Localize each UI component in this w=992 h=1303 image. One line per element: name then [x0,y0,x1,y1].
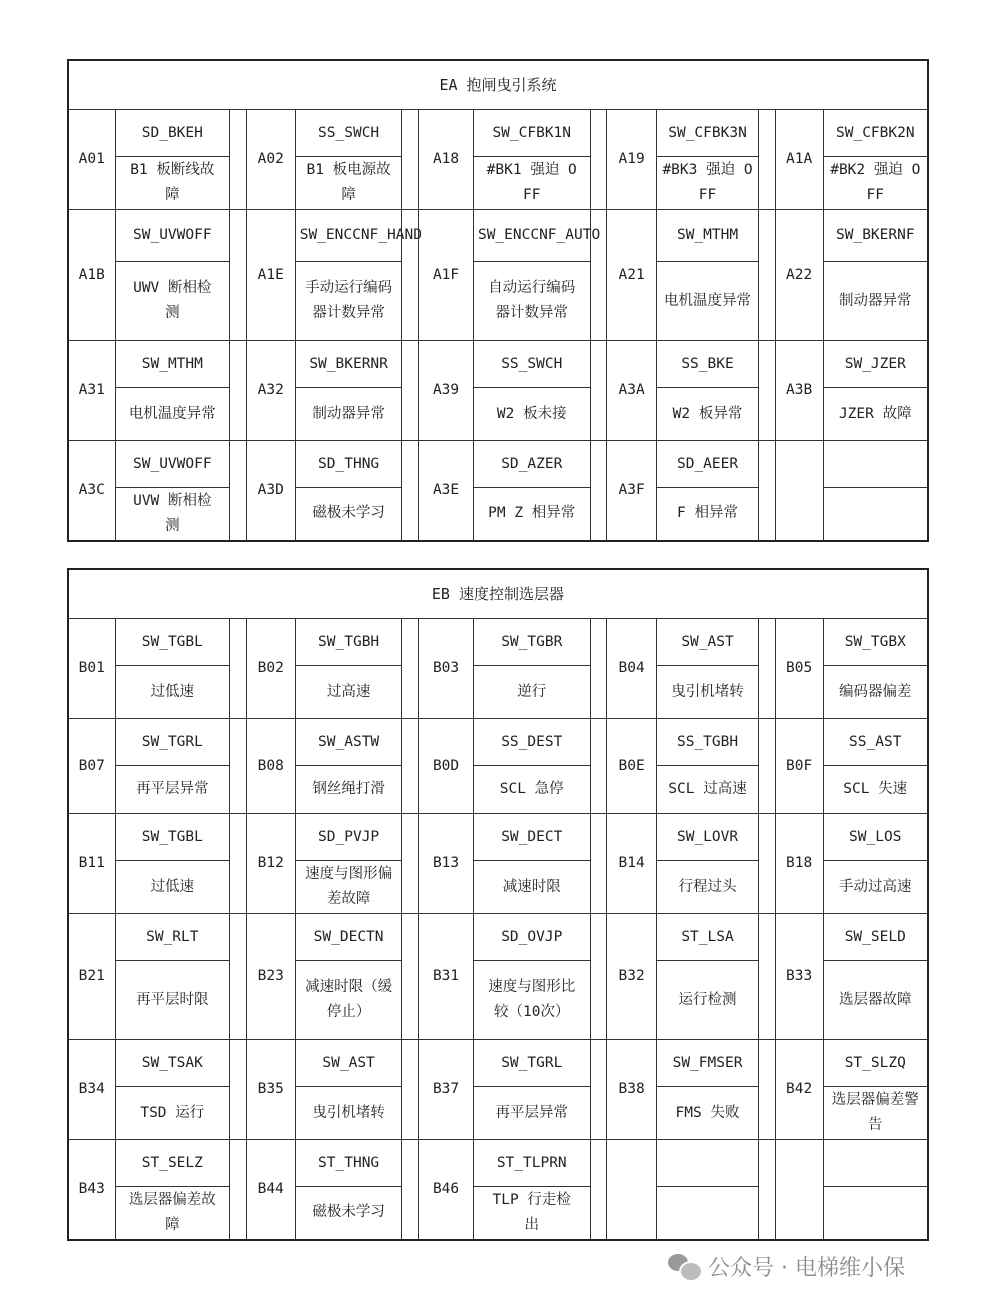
column-spacer [230,619,247,719]
signal-name: SW_TGBL [115,814,230,861]
fault-code: A02 [246,110,295,210]
fault-description: 逆行 [473,666,590,719]
fault-description: 电机温度异常 [657,262,759,341]
fault-description: SCL 过高速 [657,766,759,814]
fault-description: 自动运行编码器计数异常 [473,262,590,341]
fault-description: W2 板未接 [473,388,590,441]
fault-description: 再平层时限 [115,961,230,1040]
signal-name: SW_LOS [823,814,928,861]
signal-name: ST_SELZ [115,1140,230,1187]
fault-description: UWV 断相检测 [115,262,230,341]
signal-name [657,1140,759,1187]
signal-name: ST_TLPRN [473,1140,590,1187]
column-spacer [402,914,419,1040]
column-spacer [590,1040,607,1140]
signal-name: SW_TGBX [823,619,928,666]
signal-name: SW_ASTW [295,719,402,766]
column-spacer [590,341,607,441]
signal-name: SW_TGBH [295,619,402,666]
fault-code: B08 [246,719,295,814]
fault-description: 过高速 [295,666,402,719]
fault-description: #BK2 强迫 OFF [823,157,928,210]
signal-name: SW_SELD [823,914,928,961]
fault-description: TSD 运行 [115,1087,230,1140]
fault-description: 磁极未学习 [295,488,402,541]
column-spacer [230,110,247,210]
fault-description: 再平层异常 [115,766,230,814]
column-spacer [230,341,247,441]
fault-code: B11 [68,814,115,914]
fault-code: A1B [68,210,115,341]
fault-code: B37 [419,1040,474,1140]
column-spacer [402,1140,419,1240]
fault-description [657,1187,759,1240]
column-spacer [402,814,419,914]
column-spacer [590,441,607,541]
fault-description [823,1187,928,1240]
signal-name: SD_THNG [295,441,402,488]
fault-code: B34 [68,1040,115,1140]
signal-name: SW_AST [657,619,759,666]
table-row [68,110,928,157]
signal-name: SD_AEER [657,441,759,488]
fault-description: B1 板断线故障 [115,157,230,210]
signal-name: SW_DECTN [295,914,402,961]
fault-code: A1A [775,110,823,210]
fault-description: 选层器偏差警告 [823,1087,928,1140]
signal-name: SW_RLT [115,914,230,961]
fault-description: TLP 行走检出 [473,1187,590,1240]
column-spacer [402,341,419,441]
fault-code: B21 [68,914,115,1040]
fault-code: B23 [246,914,295,1040]
fault-code: B18 [775,814,823,914]
fault-code: B38 [607,1040,657,1140]
fault-code: A31 [68,341,115,441]
table-row [68,1140,928,1187]
fault-code: B35 [246,1040,295,1140]
signal-name: ST_SLZQ [823,1040,928,1087]
signal-name: SW_BKERNF [823,210,928,262]
table-row [68,619,928,666]
fault-code: A22 [775,210,823,341]
signal-name: SW_DECT [473,814,590,861]
signal-name: SW_CFBK2N [823,110,928,157]
fault-description: UVW 断相检测 [115,488,230,541]
column-spacer [590,1140,607,1240]
fault-code: A32 [246,341,295,441]
table-row [68,1040,928,1087]
fault-description [823,488,928,541]
table-title: EA 抱闸曳引系统 [68,60,928,110]
signal-name [823,1140,928,1187]
column-spacer [590,719,607,814]
fault-description: F 相异常 [657,488,759,541]
column-spacer [230,1040,247,1140]
column-spacer [402,110,419,210]
fault-code: B03 [419,619,474,719]
fault-code: A3D [246,441,295,541]
column-spacer [230,719,247,814]
fault-code: B33 [775,914,823,1040]
column-spacer [230,1140,247,1240]
table-row [68,341,928,388]
fault-description: JZER 故障 [823,388,928,441]
signal-name: SW_CFBK3N [657,110,759,157]
column-spacer [402,719,419,814]
fault-description: 曳引机堵转 [295,1087,402,1140]
fault-description: 运行检测 [657,961,759,1040]
table-eb [67,568,929,1241]
fault-code: B14 [607,814,657,914]
fault-code: A01 [68,110,115,210]
fault-description: #BK3 强迫 OFF [657,157,759,210]
table-row [68,441,928,488]
fault-code: A3F [607,441,657,541]
column-spacer [230,914,247,1040]
signal-name [823,441,928,488]
fault-code [775,441,823,541]
column-spacer [758,441,775,541]
table-row [68,719,928,766]
fault-code: B0E [607,719,657,814]
fault-description: SCL 失速 [823,766,928,814]
fault-description: 速度与图形偏差故障 [295,861,402,914]
fault-description: W2 板异常 [657,388,759,441]
watermark-text: 公众号 · 电梯维小保 [708,1255,905,1281]
signal-name: ST_LSA [657,914,759,961]
fault-description: 曳引机堵转 [657,666,759,719]
column-spacer [590,110,607,210]
signal-name: SD_OVJP [473,914,590,961]
fault-description: 过低速 [115,666,230,719]
column-spacer [230,210,247,341]
fault-code: B01 [68,619,115,719]
fault-description: 减速时限 [473,861,590,914]
signal-name: SW_UVWOFF [115,210,230,262]
fault-description: 减速时限（缓停止） [295,961,402,1040]
fault-description: PM Z 相异常 [473,488,590,541]
column-spacer [758,210,775,341]
column-spacer [758,814,775,914]
column-spacer [590,619,607,719]
fault-description: 选层器故障 [823,961,928,1040]
column-spacer [402,619,419,719]
table-ea [67,59,929,542]
fault-description: B1 板电源故障 [295,157,402,210]
column-spacer [758,1140,775,1240]
fault-code: B44 [246,1140,295,1240]
fault-code: B05 [775,619,823,719]
signal-name: SD_PVJP [295,814,402,861]
fault-description: FMS 失败 [657,1087,759,1140]
column-spacer [758,110,775,210]
table-row [68,914,928,961]
signal-name: SD_BKEH [115,110,230,157]
fault-description: 制动器异常 [295,388,402,441]
signal-name: SW_TGBR [473,619,590,666]
column-spacer [590,814,607,914]
fault-code: A3E [419,441,474,541]
fault-code: A21 [607,210,657,341]
fault-description: 手动运行编码器计数异常 [295,262,402,341]
signal-name: SW_TGBL [115,619,230,666]
signal-name: SS_SWCH [473,341,590,388]
column-spacer [590,914,607,1040]
fault-code: A1E [246,210,295,341]
signal-name: SS_AST [823,719,928,766]
fault-code: B46 [419,1140,474,1240]
fault-code: B13 [419,814,474,914]
signal-name: SW_FMSER [657,1040,759,1087]
signal-name: ST_THNG [295,1140,402,1187]
fault-code: B31 [419,914,474,1040]
column-spacer [758,914,775,1040]
fault-code [607,1140,657,1240]
column-spacer [230,814,247,914]
fault-code: A1F [419,210,474,341]
signal-name: SW_CFBK1N [473,110,590,157]
fault-description: SCL 急停 [473,766,590,814]
column-spacer [758,619,775,719]
fault-code: A39 [419,341,474,441]
fault-code: B0D [419,719,474,814]
fault-description: 行程过头 [657,861,759,914]
signal-name: SS_DEST [473,719,590,766]
signal-name: SW_AST [295,1040,402,1087]
signal-name: SD_AZER [473,441,590,488]
signal-name: SW_JZER [823,341,928,388]
fault-description: 选层器偏差故障 [115,1187,230,1240]
signal-name: SW_TGRL [473,1040,590,1087]
signal-name: SS_SWCH [295,110,402,157]
fault-description: 手动过高速 [823,861,928,914]
fault-description: 磁极未学习 [295,1187,402,1240]
table-row [68,814,928,861]
fault-description: 制动器异常 [823,262,928,341]
fault-code: B04 [607,619,657,719]
signal-name: SS_TGBH [657,719,759,766]
fault-code: B43 [68,1140,115,1240]
column-spacer [230,441,247,541]
column-spacer [758,719,775,814]
signal-name: SW_ENCCNF_HAND [295,210,402,262]
signal-name: SW_MTHM [115,341,230,388]
column-spacer [402,441,419,541]
fault-description: 再平层异常 [473,1087,590,1140]
table-row [68,210,928,262]
signal-name: SW_BKERNR [295,341,402,388]
fault-description: #BK1 强迫 OFF [473,157,590,210]
column-spacer [758,341,775,441]
fault-code: A3B [775,341,823,441]
fault-code: B02 [246,619,295,719]
fault-description: 钢丝绳打滑 [295,766,402,814]
fault-code: B0F [775,719,823,814]
signal-name: SW_MTHM [657,210,759,262]
signal-name: SW_LOVR [657,814,759,861]
fault-code: B12 [246,814,295,914]
signal-name: SW_ENCCNF_AUTO [473,210,590,262]
fault-code [775,1140,823,1240]
watermark [668,1246,905,1286]
wechat-icon [668,1252,700,1280]
fault-description: 编码器偏差 [823,666,928,719]
signal-name: SS_BKE [657,341,759,388]
fault-description: 速度与图形比较（10次） [473,961,590,1040]
fault-code: B07 [68,719,115,814]
fault-code: B42 [775,1040,823,1140]
fault-code: A3C [68,441,115,541]
signal-name: SW_UVWOFF [115,441,230,488]
column-spacer [402,1040,419,1140]
fault-description: 电机温度异常 [115,388,230,441]
fault-code: A3A [607,341,657,441]
signal-name: SW_TSAK [115,1040,230,1087]
fault-description: 过低速 [115,861,230,914]
signal-name: SW_TGRL [115,719,230,766]
table-title: EB 速度控制选层器 [68,569,928,619]
fault-code: A18 [419,110,474,210]
fault-code: B32 [607,914,657,1040]
column-spacer [758,1040,775,1140]
fault-code: A19 [607,110,657,210]
